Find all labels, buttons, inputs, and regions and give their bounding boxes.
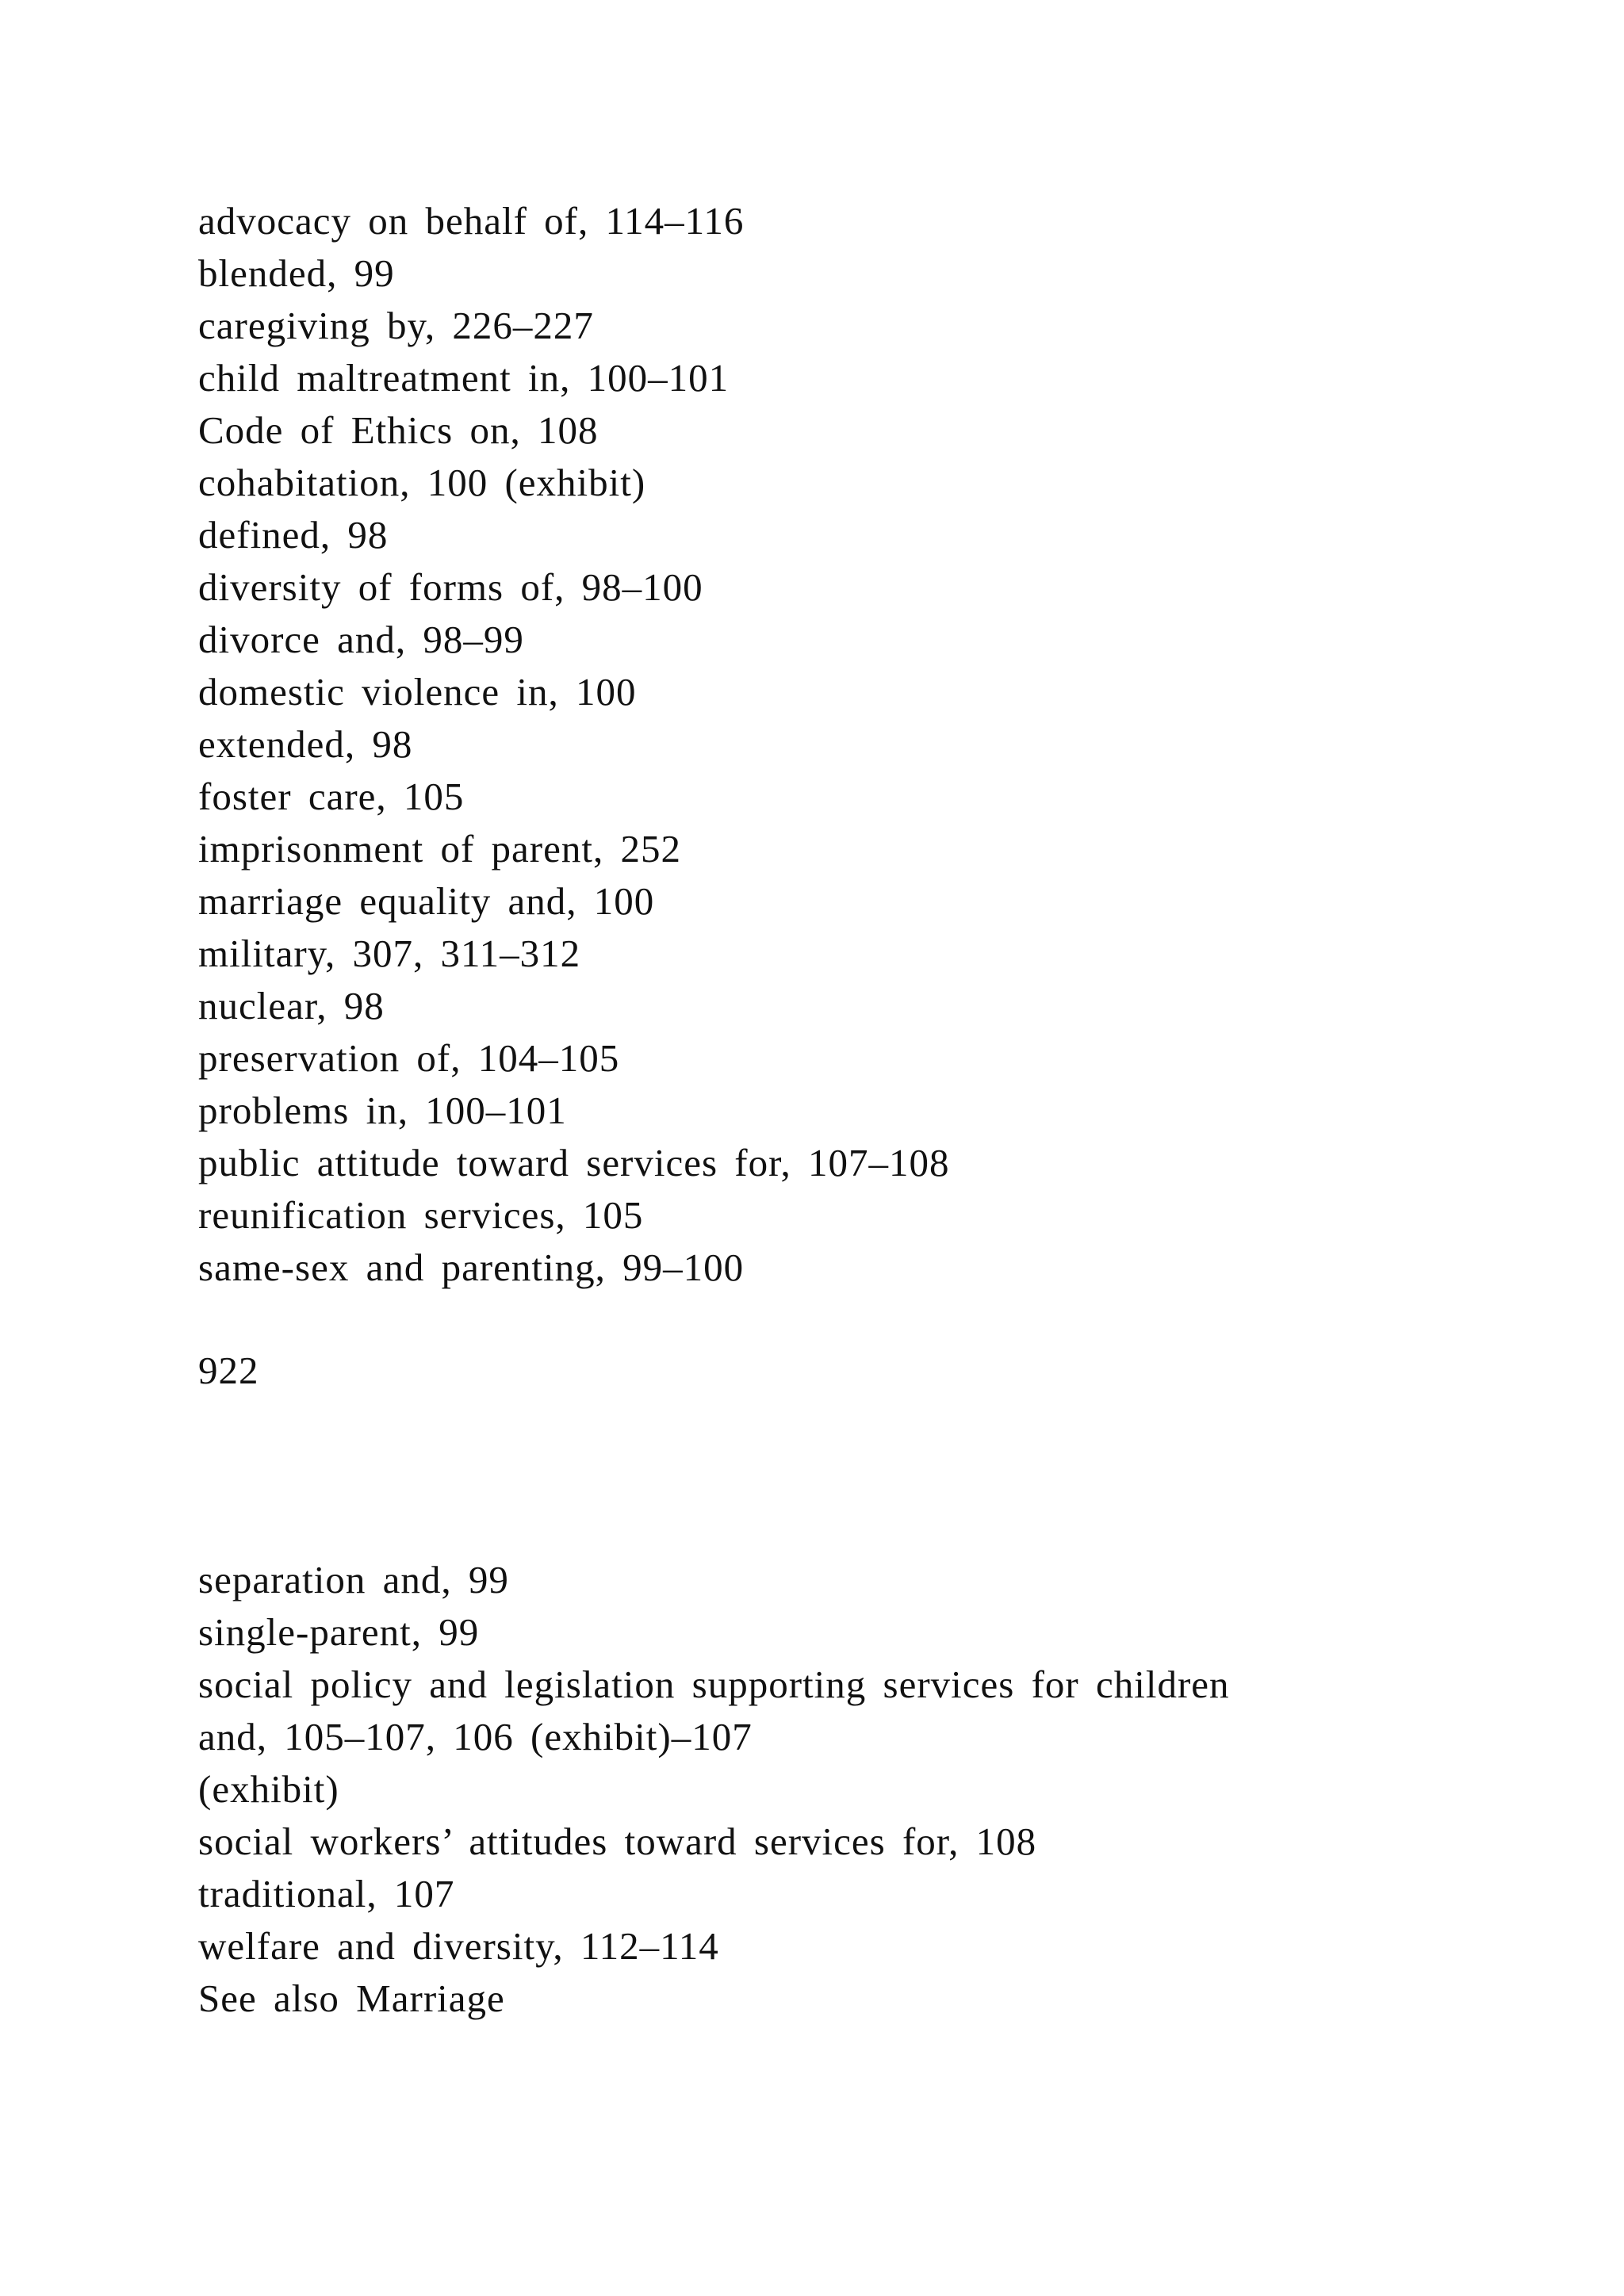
index-entry: diversity of forms of, 98–100 <box>198 565 703 609</box>
index-entry: domestic violence in, 100 <box>198 670 637 714</box>
index-entry: cohabitation, 100 (exhibit) <box>198 461 646 504</box>
index-entry: social workers’ attitudes toward services for, 108 <box>198 1820 1037 1863</box>
index-entry: public attitude toward services for, 107–108 <box>198 1141 950 1184</box>
index-entry: foster care, 105 <box>198 775 465 818</box>
index-entries-top <box>198 195 949 1294</box>
index-entry: nuclear, 98 <box>198 984 385 1027</box>
index-entry: and, 105–107, 106 (exhibit)–107 <box>198 1715 753 1758</box>
index-entry: child maltreatment in, 100–101 <box>198 356 730 400</box>
index-entry: advocacy on behalf of, 114–116 <box>198 199 745 243</box>
index-entry: blended, 99 <box>198 251 395 295</box>
index-entry: Code of Ethics on, 108 <box>198 408 599 452</box>
index-entry: single-parent, 99 <box>198 1610 480 1654</box>
index-entry: same-sex and parenting, 99–100 <box>198 1246 745 1289</box>
page-number: 922 <box>198 1349 259 1392</box>
index-entry: reunification services, 105 <box>198 1193 644 1237</box>
index-entry: (exhibit) <box>198 1767 339 1811</box>
index-entry: welfare and diversity, 112–114 <box>198 1924 719 1968</box>
index-entry: defined, 98 <box>198 513 389 557</box>
index-entry: traditional, 107 <box>198 1872 455 1915</box>
index-entry: separation and, 99 <box>198 1558 509 1601</box>
index-entry: caregiving by, 226–227 <box>198 304 594 347</box>
index-entry: extended, 98 <box>198 722 413 766</box>
index-entries-bottom <box>198 1554 1230 2025</box>
index-entry: military, 307, 311–312 <box>198 932 581 975</box>
index-entry: marriage equality and, 100 <box>198 879 655 923</box>
index-entry: See also Marriage <box>198 1976 505 2020</box>
index-entry: social policy and legislation supporting services for children <box>198 1663 1230 1706</box>
index-entry: divorce and, 98–99 <box>198 618 524 661</box>
index-entry: problems in, 100–101 <box>198 1089 567 1132</box>
index-entry: imprisonment of parent, 252 <box>198 827 681 871</box>
index-entry: preservation of, 104–105 <box>198 1036 620 1080</box>
